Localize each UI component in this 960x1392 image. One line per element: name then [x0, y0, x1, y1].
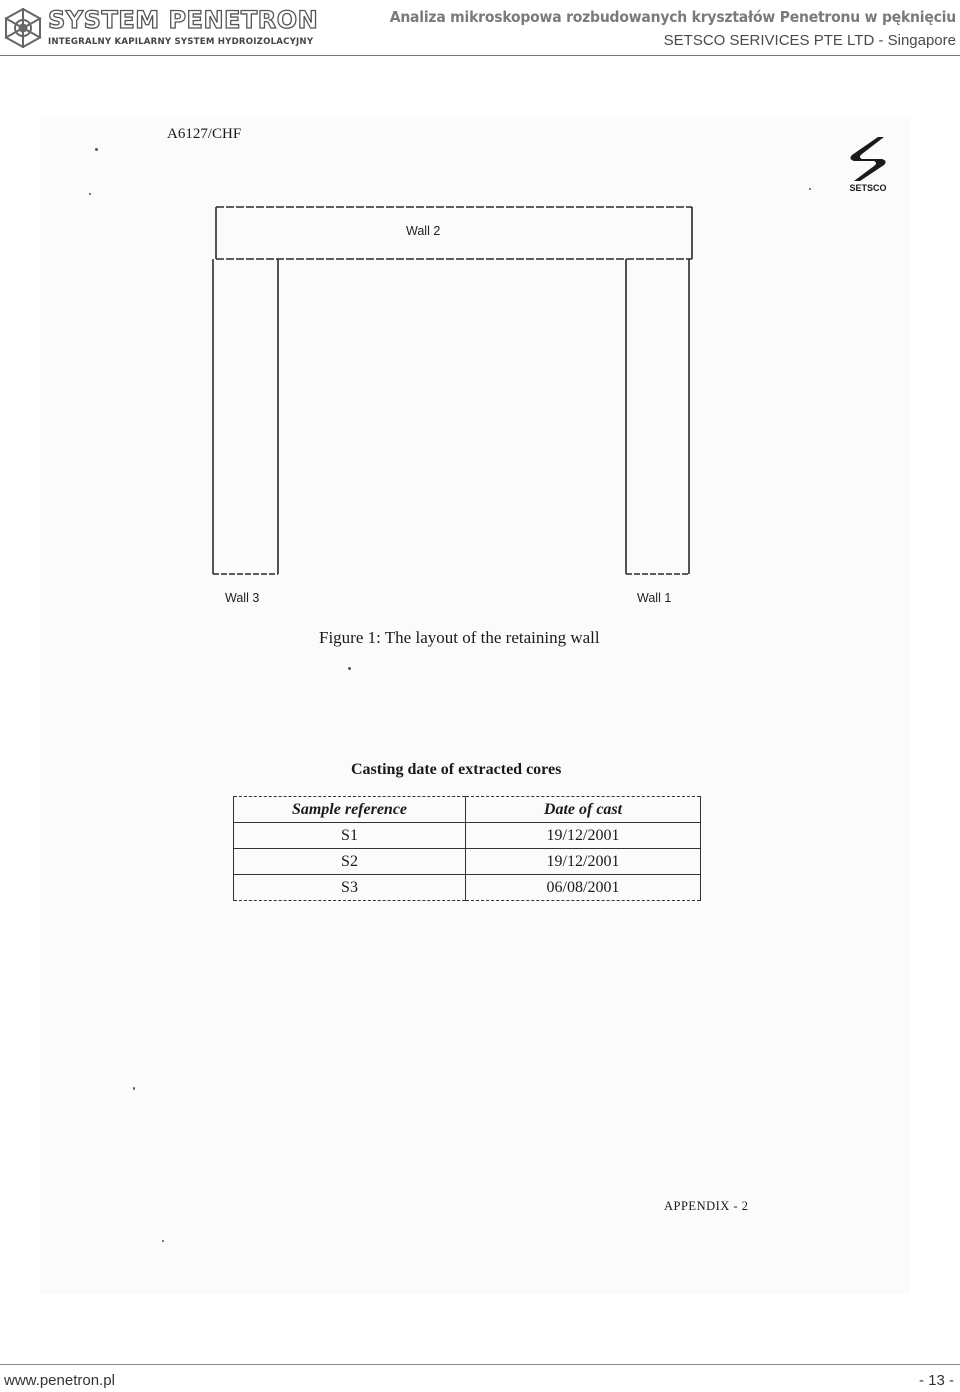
table-row [234, 823, 701, 849]
scan-speck [162, 1240, 164, 1242]
sample-cell: S1 [234, 823, 466, 849]
setsco-logo-text: SETSCO [849, 183, 887, 193]
header-divider [0, 55, 960, 56]
table-header-row [234, 797, 701, 823]
document-title: Analiza mikroskopowa rozbudowanych kryształów Penetronu w pęknięciu [389, 8, 956, 26]
footer-divider [0, 1364, 960, 1365]
table-row [234, 849, 701, 875]
sample-cell: S3 [234, 875, 466, 901]
wall-3-label: Wall 3 [225, 591, 260, 605]
scan-speck [89, 193, 91, 195]
column-header-sample: Sample reference [234, 797, 466, 823]
date-cell: 06/08/2001 [466, 875, 701, 901]
scan-speck [133, 1087, 135, 1090]
appendix-label: APPENDIX - 2 [664, 1199, 749, 1213]
table-title: Casting date of extracted cores [351, 761, 562, 778]
column-header-date: Date of cast [466, 797, 701, 823]
brand-name: SYSTEM PENETRON [48, 6, 319, 34]
scanned-page [40, 117, 910, 1294]
date-cell: 19/12/2001 [466, 849, 701, 875]
figure-caption: Figure 1: The layout of the retaining wall [319, 628, 600, 647]
scan-speck [809, 188, 811, 190]
table-row [234, 875, 701, 901]
penetron-logo-icon [2, 6, 44, 50]
sample-cell: S2 [234, 849, 466, 875]
date-cell: 19/12/2001 [466, 823, 701, 849]
scan-speck [95, 148, 98, 151]
cores-table [233, 796, 701, 901]
page-header [0, 0, 960, 56]
brand-tagline: INTEGRALNY KAPILARNY SYSTEM HYDROIZOLACYJNY [48, 37, 314, 47]
reference-code: A6127/CHF [167, 126, 242, 142]
wall-2-label: Wall 2 [406, 224, 441, 238]
wall-1-label: Wall 1 [637, 591, 672, 605]
wall-layout-drawing [40, 117, 910, 597]
scan-speck [348, 667, 351, 670]
document-subtitle: SETSCO SERIVICES PTE LTD - Singapore [663, 32, 956, 49]
footer-url[interactable]: www.penetron.pl [4, 1372, 115, 1389]
page-number: - 13 - [918, 1372, 954, 1389]
